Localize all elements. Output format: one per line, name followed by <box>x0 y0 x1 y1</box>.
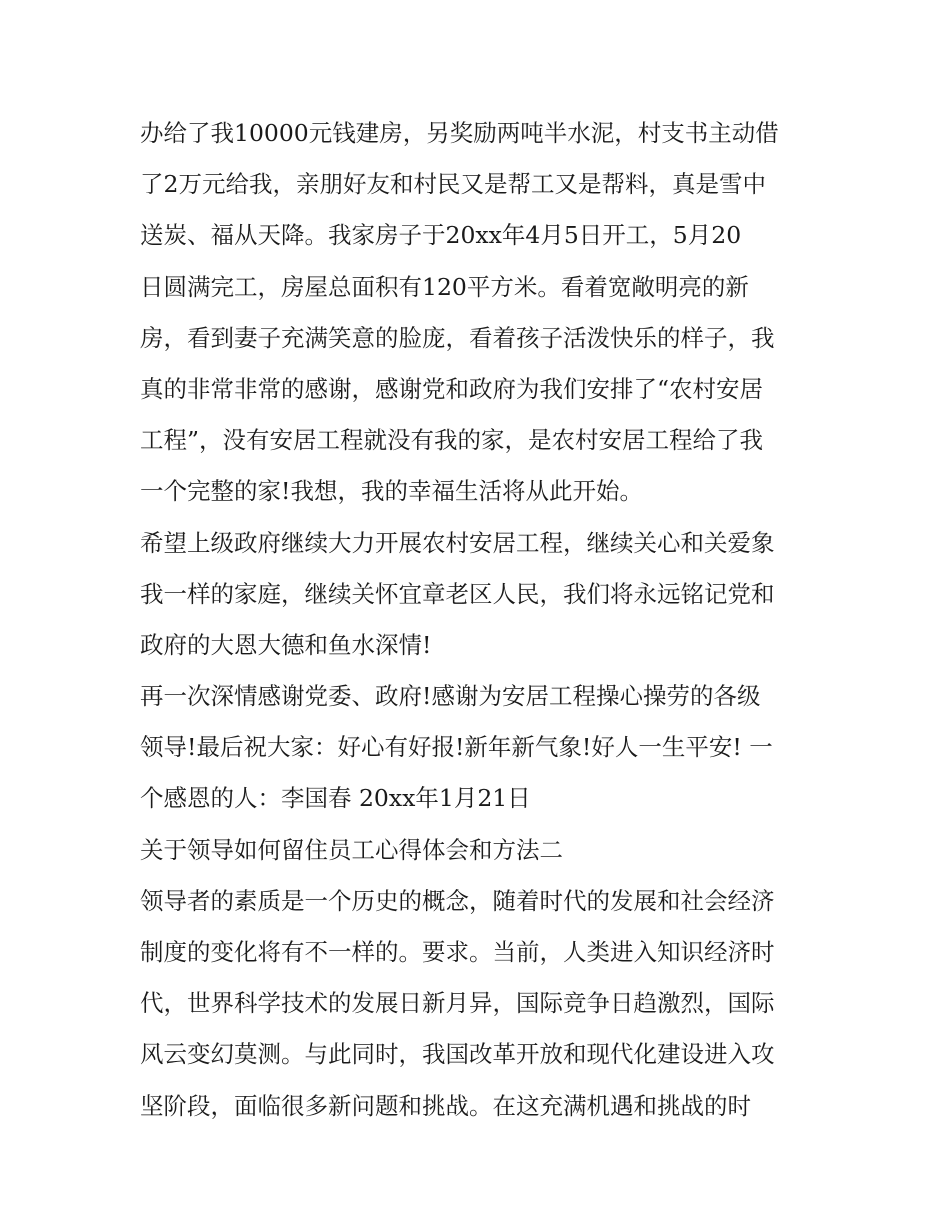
text-line: 坚阶段，面临很多新问题和挑战。在这充满机遇和挑战的时 <box>140 1091 751 1120</box>
text-line: 代，世界科学技术的发展日新月异，国际竞争日趋激烈，国际 <box>140 989 775 1018</box>
text-line: 领导!最后祝大家：好心有好报!新年新气象!好人一生平安! 一 <box>140 733 773 762</box>
text-line: 真的非常非常的感谢，感谢党和政府为我们安排了“农村安居 <box>140 374 764 403</box>
text-line: 日圆满完工，房屋总面积有120平方米。看着宽敞明亮的新 <box>140 272 749 301</box>
text-line: 再一次深情感谢党委、政府!感谢为安居工程操心操劳的各级 <box>140 682 761 711</box>
section-heading: 关于领导如何留住员工心得体会和方法二 <box>140 835 563 864</box>
text-line: 希望上级政府继续大力开展农村安居工程，继续关心和关爱象 <box>140 528 775 557</box>
text-line: 制度的变化将有不一样的。要求。当前，人类进入知识经济时 <box>140 938 775 966</box>
text-line: 办给了我10000元钱建房，另奖励两吨半水泥，村支书主动借 <box>140 119 779 147</box>
text-line: 个感恩的人：李国春 20xx年1月21日 <box>140 784 531 813</box>
text-line: 领导者的素质是一个历史的概念，随着时代的发展和社会经济 <box>140 886 775 915</box>
text-line: 了2万元给我，亲朋好友和村民又是帮工又是帮料，真是雪中 <box>140 170 766 199</box>
text-line: 工程”，没有安居工程就没有我的家，是农村安居工程给了我 <box>140 426 764 455</box>
document-body <box>140 108 830 1132</box>
text-line: 一个完整的家!我想，我的幸福生活将从此开始。 <box>140 477 643 506</box>
text-line: 我一样的家庭，继续关怀宜章老区人民，我们将永远铭记党和 <box>140 579 775 608</box>
text-line: 政府的大恩大德和鱼水深情! <box>140 630 432 659</box>
text-line: 送炭、福从天降。我家房子于20xx年4月5日开工，5月20 <box>140 221 742 250</box>
text-line: 风云变幻莫测。与此同时，我国改革开放和现代化建设进入攻 <box>140 1040 775 1069</box>
text-line: 房，看到妻子充满笑意的脸庞，看着孩子活泼快乐的样子，我 <box>140 323 775 352</box>
